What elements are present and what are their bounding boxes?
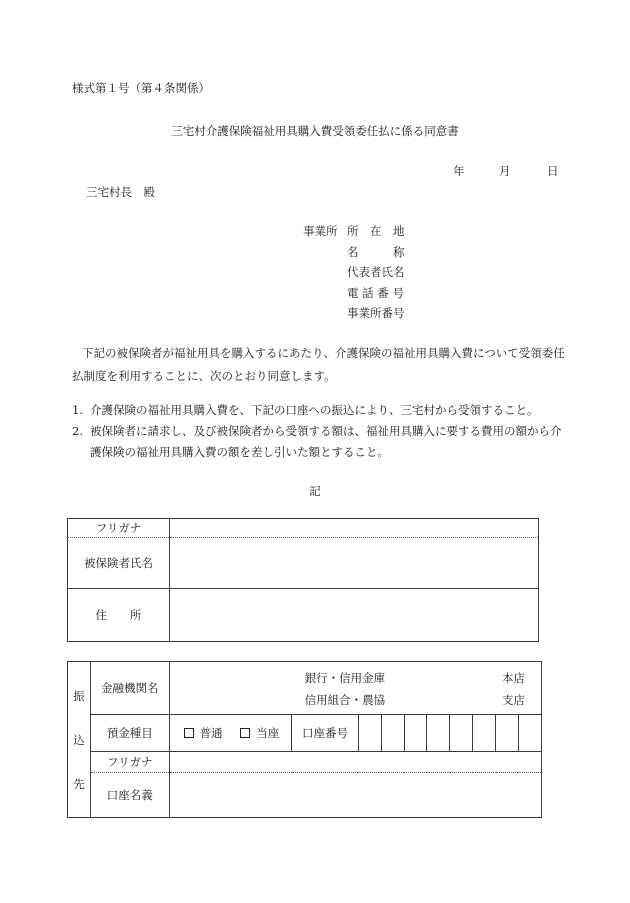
list-item — [72, 421, 572, 463]
holder-furigana-label: フリガナ — [90, 752, 169, 773]
insured-furigana-label: フリガナ — [68, 519, 170, 538]
ordinary-checkbox[interactable]: 普通 — [184, 725, 223, 741]
account-digit[interactable] — [496, 715, 519, 752]
ki-heading: 記 — [309, 484, 321, 498]
list-text: 介護保険の福祉用具購入費を、下記の口座への振込により、三宅村から受領すること。 — [90, 403, 539, 417]
list-item — [72, 400, 572, 421]
business-number-label: 事業所番号 — [347, 306, 405, 320]
business-heading: 事業所 — [303, 224, 338, 238]
bank-types-1: 銀行・信用金庫 — [304, 671, 386, 685]
branch-sub: 支店 — [502, 693, 525, 707]
checkbox-icon — [240, 728, 250, 738]
date-day-label: 日 — [547, 164, 559, 178]
account-digit[interactable] — [381, 715, 404, 752]
bank-types-2: 信用組合・農協 — [304, 693, 386, 707]
document-title: 三宅村介護保険福祉用具購入費受領委任払に係る同意書 — [171, 124, 459, 138]
checkbox-icon — [184, 728, 194, 738]
holder-furigana-field[interactable] — [169, 752, 541, 773]
branch-main: 本店 — [502, 671, 525, 685]
insured-address-field[interactable] — [170, 589, 539, 642]
side-char: 先 — [73, 776, 85, 791]
insured-address-label: 住 所 — [68, 589, 170, 642]
transfer-side-label — [68, 662, 91, 818]
business-representative-label: 代表者氏名 — [347, 265, 405, 279]
date-year-label: 年 — [453, 164, 465, 178]
list-number: 1. — [72, 403, 83, 417]
account-digit[interactable] — [427, 715, 450, 752]
bank-name-field[interactable] — [169, 662, 541, 715]
business-phone-label: 電 話 番 号 — [347, 286, 404, 300]
bank-name-label: 金融機関名 — [90, 662, 169, 715]
account-number-label: 口座番号 — [292, 715, 359, 752]
list-text: 被保険者に請求し、及び被保険者から受領する額は、福祉用具購入に要する費用の額から介護保険の福祉用具購入費の額を差し引いた額とすること。 — [90, 424, 562, 459]
insured-table — [67, 518, 539, 642]
account-digit[interactable] — [518, 715, 541, 752]
account-holder-label: 口座名義 — [90, 773, 169, 818]
deposit-type-label: 預金種目 — [90, 715, 169, 752]
account-digit[interactable] — [473, 715, 496, 752]
insured-furigana-field[interactable] — [170, 519, 539, 538]
addressee: 三宅村長 殿 — [86, 185, 155, 199]
account-digit[interactable] — [450, 715, 473, 752]
date-month-label: 月 — [499, 164, 511, 178]
account-holder-field[interactable] — [169, 773, 541, 818]
business-address-label: 所 在 地 — [347, 224, 405, 238]
business-name-label: 名 称 — [347, 245, 405, 259]
consent-list — [72, 400, 572, 463]
side-char: 振 — [73, 688, 85, 703]
account-digit[interactable] — [404, 715, 427, 752]
deposit-type-options — [169, 715, 292, 752]
account-digit[interactable] — [358, 715, 381, 752]
consent-paragraph: 下記の被保険者が福祉用具を購入するにあたり、介護保険の福祉用具購入費について受領委任払制度を利用することに、次のとおり同意します。 — [72, 346, 565, 383]
insured-name-label: 被保険者氏名 — [68, 538, 170, 589]
list-number: 2. — [72, 424, 83, 438]
side-char: 込 — [73, 732, 85, 747]
form-number: 様式第１号（第４条関係） — [72, 81, 210, 95]
insured-name-field[interactable] — [170, 538, 539, 589]
current-checkbox[interactable]: 当座 — [240, 725, 279, 741]
transfer-table — [67, 661, 542, 818]
